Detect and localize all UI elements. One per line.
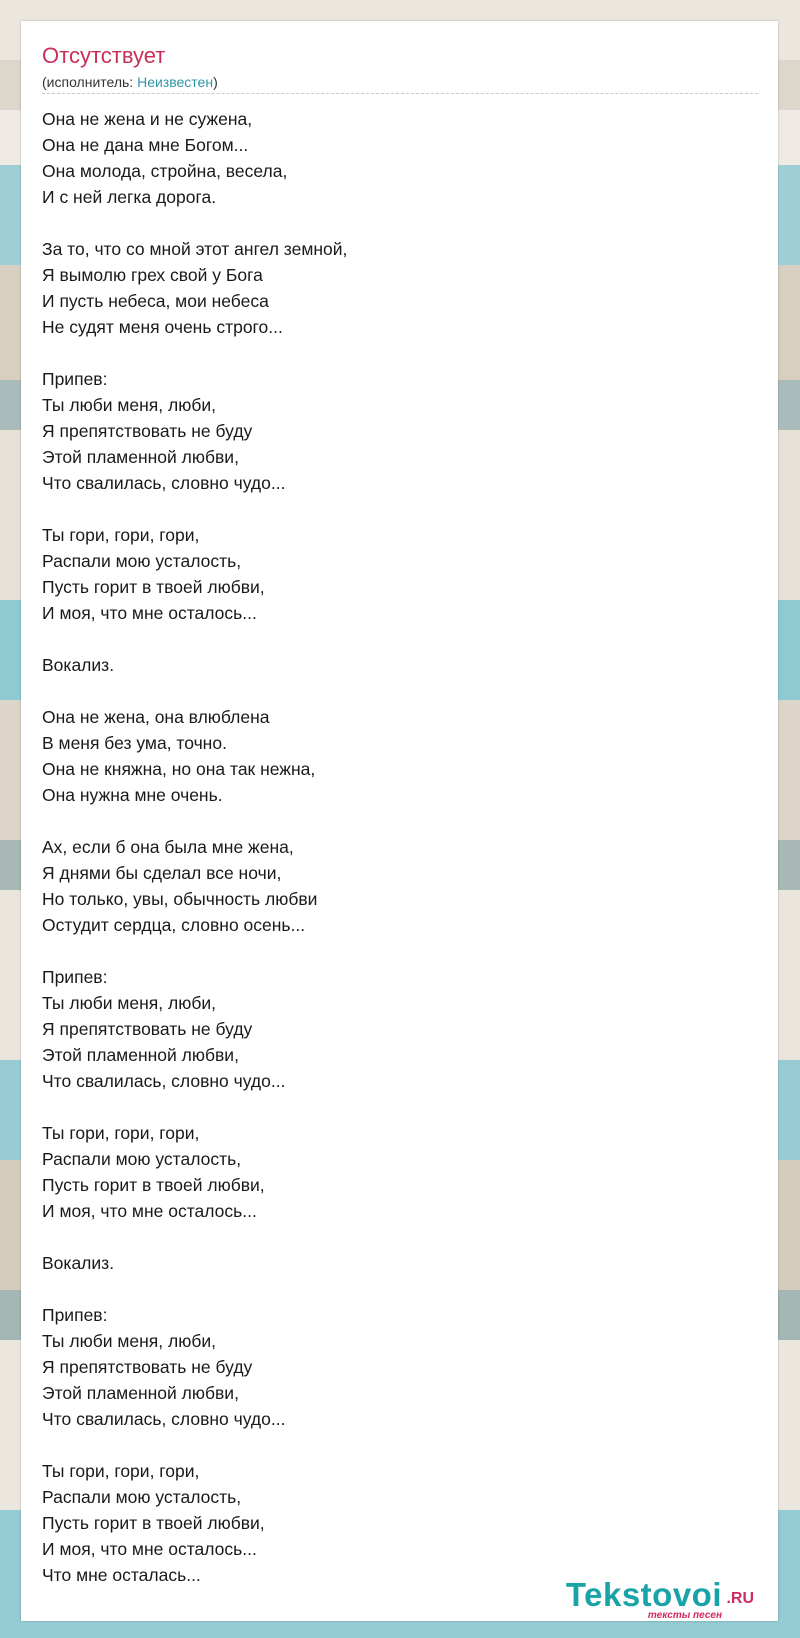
title-divider <box>42 93 758 94</box>
lyric-line: Я препятствовать не буду <box>42 1019 253 1039</box>
lyric-line: И с ней легка дорога. <box>42 187 217 207</box>
lyric-line: Ты люби меня, люби, <box>42 395 216 415</box>
lyric-blank-line <box>42 1094 742 1120</box>
lyric-line: Я препятствовать не буду <box>42 1357 253 1377</box>
lyric-blank-line <box>42 938 742 964</box>
lyric-blank-line <box>42 626 742 652</box>
lyric-line: В меня без ума, точно. <box>42 733 227 753</box>
lyric-line: Она молода, стройна, весела, <box>42 161 288 181</box>
lyric-blank-line <box>42 1432 742 1458</box>
lyric-line: Ты гори, гори, гори, <box>42 1461 200 1481</box>
lyric-line: Припев: <box>42 369 108 389</box>
lyric-line: Что свалилась, словно чудо... <box>42 473 286 493</box>
lyric-line: Ах, если б она была мне жена, <box>42 837 294 857</box>
lyric-line: Вокализ. <box>42 655 115 675</box>
lyric-line: Ты гори, гори, гори, <box>42 525 200 545</box>
lyric-line: Припев: <box>42 1305 108 1325</box>
lyric-line: Я препятствовать не буду <box>42 421 253 441</box>
lyric-line: Но только, увы, обычность любви <box>42 889 318 909</box>
lyric-blank-line <box>42 678 742 704</box>
lyric-blank-line <box>42 496 742 522</box>
logo-tagline: тексты песен <box>647 1610 722 1621</box>
lyric-line: Она нужна мне очень. <box>42 785 223 805</box>
lyric-line: Этой пламенной любви, <box>42 447 239 467</box>
lyric-line: И моя, что мне осталось... <box>42 1201 257 1221</box>
artist-line <box>42 73 218 91</box>
site-logo[interactable] <box>556 1576 766 1621</box>
lyric-line: Ты люби меня, люби, <box>42 993 216 1013</box>
lyric-line: И моя, что мне осталось... <box>42 1539 257 1559</box>
lyric-line: Припев: <box>42 967 108 987</box>
lyric-line: Пусть горит в твоей любви, <box>42 1175 265 1195</box>
artist-prefix: (исполнитель: <box>42 74 138 90</box>
lyric-line: Распали мою усталость, <box>42 551 242 571</box>
lyric-line: Ты люби меня, люби, <box>42 1331 216 1351</box>
lyric-line: Что мне осталась... <box>42 1565 201 1585</box>
lyric-line: И моя, что мне осталось... <box>42 603 257 623</box>
artist-link[interactable]: Неизвестен <box>137 74 214 90</box>
lyric-blank-line <box>42 1224 742 1250</box>
lyric-line: Что свалилась, словно чудо... <box>42 1409 286 1429</box>
lyric-line: И пусть небеса, мои небеса <box>42 291 269 311</box>
lyrics-sheet <box>21 21 778 1621</box>
lyric-line: Она не княжна, но она так нежна, <box>42 759 316 779</box>
lyric-blank-line <box>42 340 742 366</box>
lyric-line: Распали мою усталость, <box>42 1487 242 1507</box>
lyric-line: Остудит сердца, словно осень... <box>42 915 306 935</box>
logo-wordmark: Tekstovoi <box>565 1576 722 1613</box>
lyric-line: Этой пламенной любви, <box>42 1045 239 1065</box>
lyric-line: Распали мою усталость, <box>42 1149 242 1169</box>
song-title: Отсутствует <box>42 43 166 68</box>
lyrics-body <box>42 106 742 1588</box>
lyric-line: Я вымолю грех свой у Бога <box>42 265 263 285</box>
lyric-line: Пусть горит в твоей любви, <box>42 1513 265 1533</box>
lyric-blank-line <box>42 210 742 236</box>
artist-suffix: ) <box>213 74 218 90</box>
logo-domain: .RU <box>726 1590 754 1607</box>
lyric-blank-line <box>42 1276 742 1302</box>
lyric-blank-line <box>42 808 742 834</box>
lyric-line: Вокализ. <box>42 1253 115 1273</box>
lyric-line: Пусть горит в твоей любви, <box>42 577 265 597</box>
lyric-line: Этой пламенной любви, <box>42 1383 239 1403</box>
lyric-line: Она не дана мне Богом... <box>42 135 249 155</box>
lyric-line: Она не жена, она влюблена <box>42 707 270 727</box>
lyric-line: Ты гори, гори, гори, <box>42 1123 200 1143</box>
lyric-line: Что свалилась, словно чудо... <box>42 1071 286 1091</box>
lyric-line: За то, что со мной этот ангел земной, <box>42 239 348 259</box>
lyric-line: Я днями бы сделал все ночи, <box>42 863 282 883</box>
lyric-line: Она не жена и не сужена, <box>42 109 253 129</box>
lyric-line: Не судят меня очень строго... <box>42 317 283 337</box>
